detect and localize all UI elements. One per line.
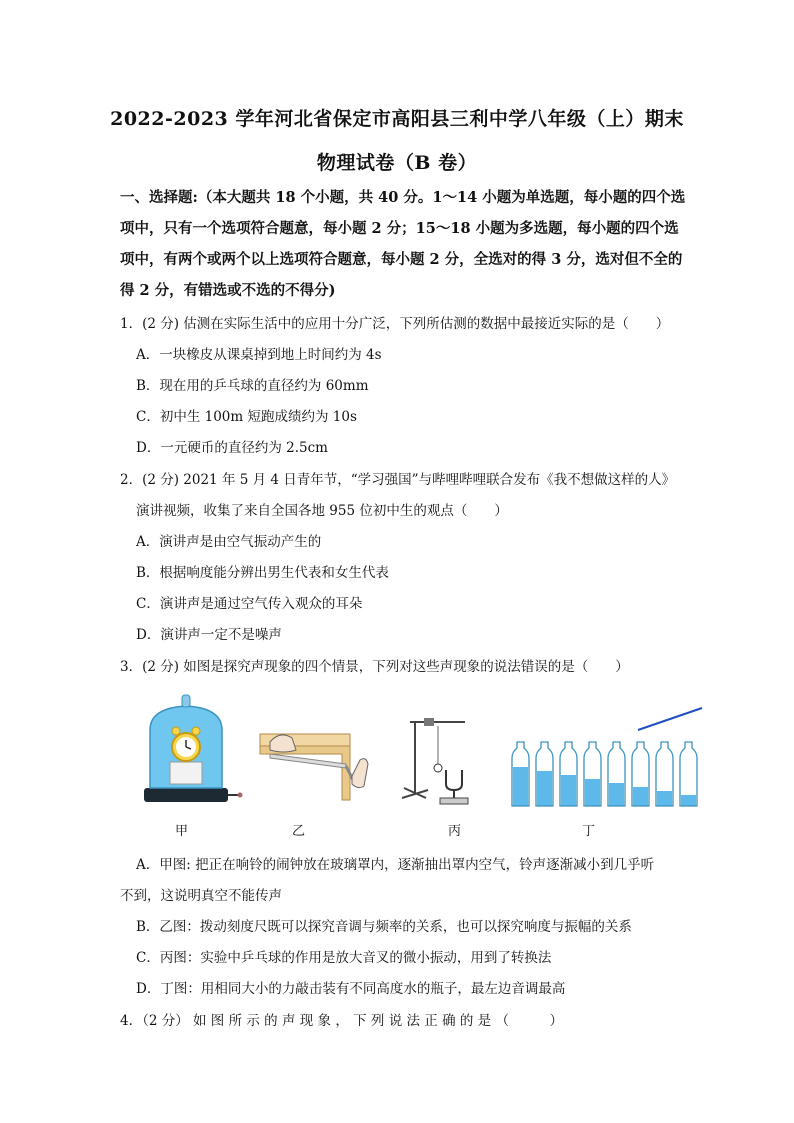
bottle-water [513, 767, 528, 806]
bottle-water [585, 779, 600, 806]
question-3-option-d: D．丁图：用相同大小的力敲击装有不同高度水的瓶子，最左边音调最高 [136, 981, 566, 997]
figure-caption-jia: 甲 [175, 824, 189, 839]
figure-caption-yi: 乙 [292, 824, 306, 839]
figure-caption-ding: 丁 [582, 824, 596, 839]
question-1-option-d: D．一元硬币的直径约为 2.5cm [136, 440, 328, 456]
bottle [656, 742, 673, 806]
question-1-option-b: B．现在用的乒乓球的直径约为 60mm [136, 378, 369, 394]
ruler-table-figure [260, 734, 368, 800]
question-1-option-a: A．一块橡皮从课桌掉到地上时间约为 4s [136, 347, 382, 363]
bell-jar-figure [144, 695, 243, 802]
question-2-option-d: D．演讲声一定不是噪声 [136, 627, 282, 643]
question-2-option-a: A．演讲声是由空气振动产生的 [136, 534, 322, 550]
bottle-water [633, 787, 648, 806]
question-3-stem: 3．(2 分) 如图是探究声现象的四个情景，下列对这些声现象的说法错误的是（ ） [120, 659, 629, 675]
question-2-stem-line-2: 演讲视频，收集了来自全国各地 955 位初中生的观点（ ） [136, 503, 508, 519]
bottle-row [512, 742, 697, 806]
question-4-stem: 4．（2 分） 如 图 所 示 的 声 现 象 ， 下 列 说 法 正 确 的 是 （ ） [120, 1013, 563, 1029]
bottle [680, 742, 697, 806]
bottle-water [561, 775, 576, 806]
question-1-option-c: C．初中生 100m 短跑成绩约为 10s [136, 409, 357, 425]
bottle [512, 742, 529, 806]
question-2-option-b: B．根据响度能分辨出男生代表和女生代表 [136, 565, 389, 581]
bottle [608, 742, 625, 806]
section-heading: 一、选择题:（本大题共 18 个小题，共 40 分。1～14 小题为单选题，每小题的四个选项中，只有一个选项符合题意，每小题 2 分；15～18 小题为多选题，每小题的四个选项中，有两个或两个以上选项符合题意，每小题 2 分，全选对的得 3 分，选对但不全的得 2 分，有错选或不选的不得分) [120, 189, 686, 299]
bottle-water [657, 791, 672, 806]
question-3-option-b: B．乙图：拨动刻度尺既可以探究音调与频率的关系，也可以探究响度与振幅的关系 [136, 919, 632, 935]
question-3-option-a-line-2: 不到，这说明真空不能传声 [120, 888, 282, 904]
figure-caption-bing: 丙 [448, 824, 462, 839]
bottle [632, 742, 649, 806]
exam-title-line-1: 2022-2023 学年河北省保定市高阳县三利中学八年级（上）期末 [110, 108, 684, 130]
question-1-stem: 1．(2 分) 估测在实际生活中的应用十分广泛，下列所估测的数据中最接近实际的是（ ） [120, 316, 670, 332]
bottle-water [537, 771, 552, 806]
question-3-option-c: C．丙图：实验中乒乓球的作用是放大音叉的微小振动，用到了转换法 [136, 950, 552, 966]
question-2-option-c: C．演讲声是通过空气传入观众的耳朵 [136, 596, 363, 612]
exam-title-line-2: 物理试卷（B 卷） [316, 152, 478, 174]
bottle [536, 742, 553, 806]
question-3-figure [120, 690, 710, 840]
question-2-stem-line-1: 2．(2 分) 2021 年 5 月 4 日青年节，“学习强国”与哔哩哔哩联合发布《我不想做这样的人》 [120, 472, 676, 488]
bottle [584, 742, 601, 806]
bottle-water [681, 795, 696, 806]
question-3-option-a-line-1: A．甲图: 把正在响铃的闹钟放在玻璃罩内，逐渐抽出罩内空气，铃声逐渐减小到几乎听 [136, 857, 655, 873]
bottle-water [609, 783, 624, 806]
bottles-figure [638, 708, 702, 730]
bottle [560, 742, 577, 806]
tuning-fork-figure [402, 718, 468, 804]
